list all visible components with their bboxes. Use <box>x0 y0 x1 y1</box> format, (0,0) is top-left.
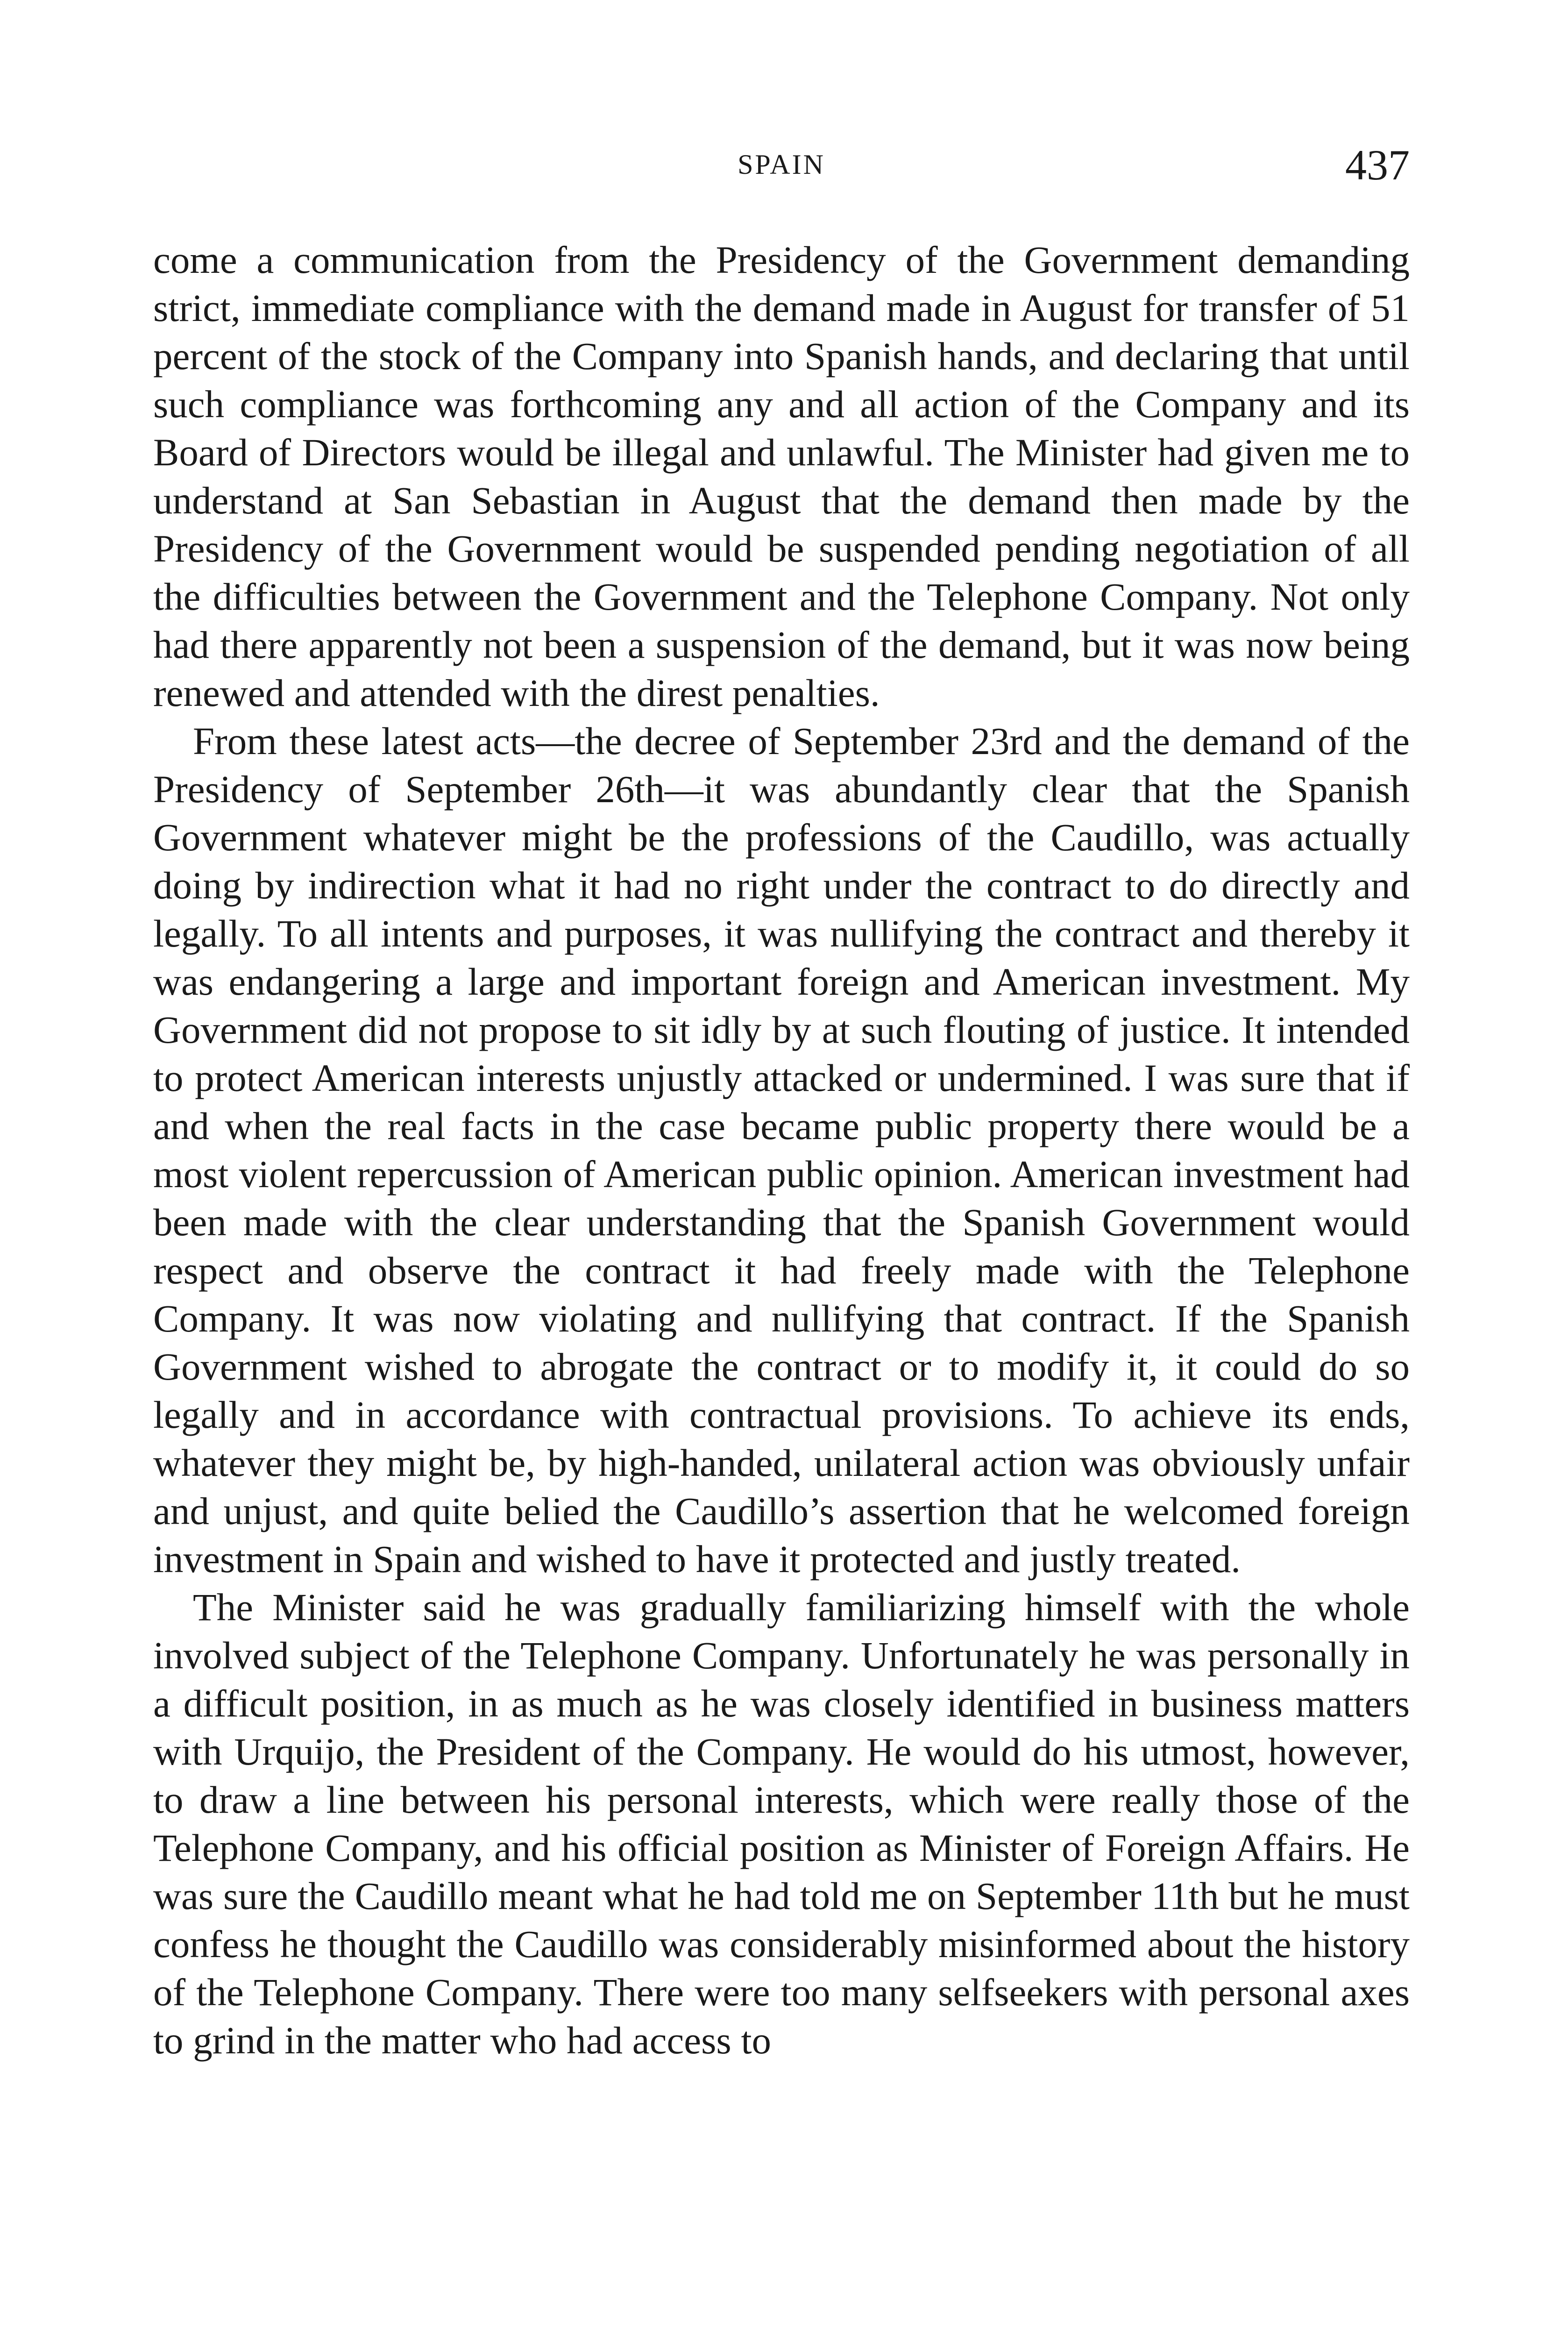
running-head <box>153 140 1410 201</box>
paragraph-continued: come a communication from the Presidency of the Government demanding strict, immediate compliance with the demand made in August for transfer of 51 percent of the stock of the Company into Spanish hands, and declaring that until such compliance was forthcoming any and all action of the Company and its Board of Directors would be illegal and unlawful. The Minister had given me to understand at San Sebastian in August that the demand then made by the Presidency of the Government would be suspended pending negotiation of all the difficulties between the Government and the Telephone Company. Not only had there apparently not been a suspension of the demand, but it was now being renewed and attended with the direst penalties. <box>153 238 1410 714</box>
paragraph: The Minister said he was gradually familiarizing himself with the whole involved subject of the Telephone Company. Unfortunately he was personally in a difficult position, in as much as he was closely identified in business matters with Urquijo, the President of the Company. He would do his utmost, however, to draw a line between his personal interests, which were really those of the Telephone Company, and his official position as Minister of Foreign Affairs. He was sure the Caudillo meant what he had told me on September 11th but he must confess he thought the Caudillo was considerably misinformed about the history of the Telephone Company. There were too many selfseekers with personal axes to grind in the matter who had access to <box>153 1586 1410 2062</box>
paragraph: From these latest acts—the decree of September 23rd and the demand of the Presidency of September 26th—it was abundantly clear that the Spanish Government whatever might be the professions of the Caudillo, was actually doing by indirection what it had no right under the contract to do directly and legally. To all intents and purposes, it was nullifying the contract and thereby it was endangering a large and important foreign and American investment. My Government did not propose to sit idly by at such flouting of justice. It intended to protect American interests unjustly attacked or undermined. I was sure that if and when the real facts in the case became public property there would be a most violent repercussion of American public opinion. American investment had been made with the clear understanding that the Spanish Government would respect and observe the contract it had freely made with the Telephone Company. It was now violating and nullifying that contract. If the Spanish Government wished to abrogate the contract or to modify it, it could do so legally and in accordance with contractual provisions. To achieve its ends, whatever they might be, by high-handed, unilateral action was obviously unfair and unjust, and quite belied the Caudillo’s assertion that he welcomed foreign investment in Spain and wished to have it protected and justly treated. <box>153 719 1410 1581</box>
page-number: 437 <box>1345 141 1410 189</box>
running-title: SPAIN <box>738 149 825 180</box>
body-text <box>153 236 1410 2065</box>
